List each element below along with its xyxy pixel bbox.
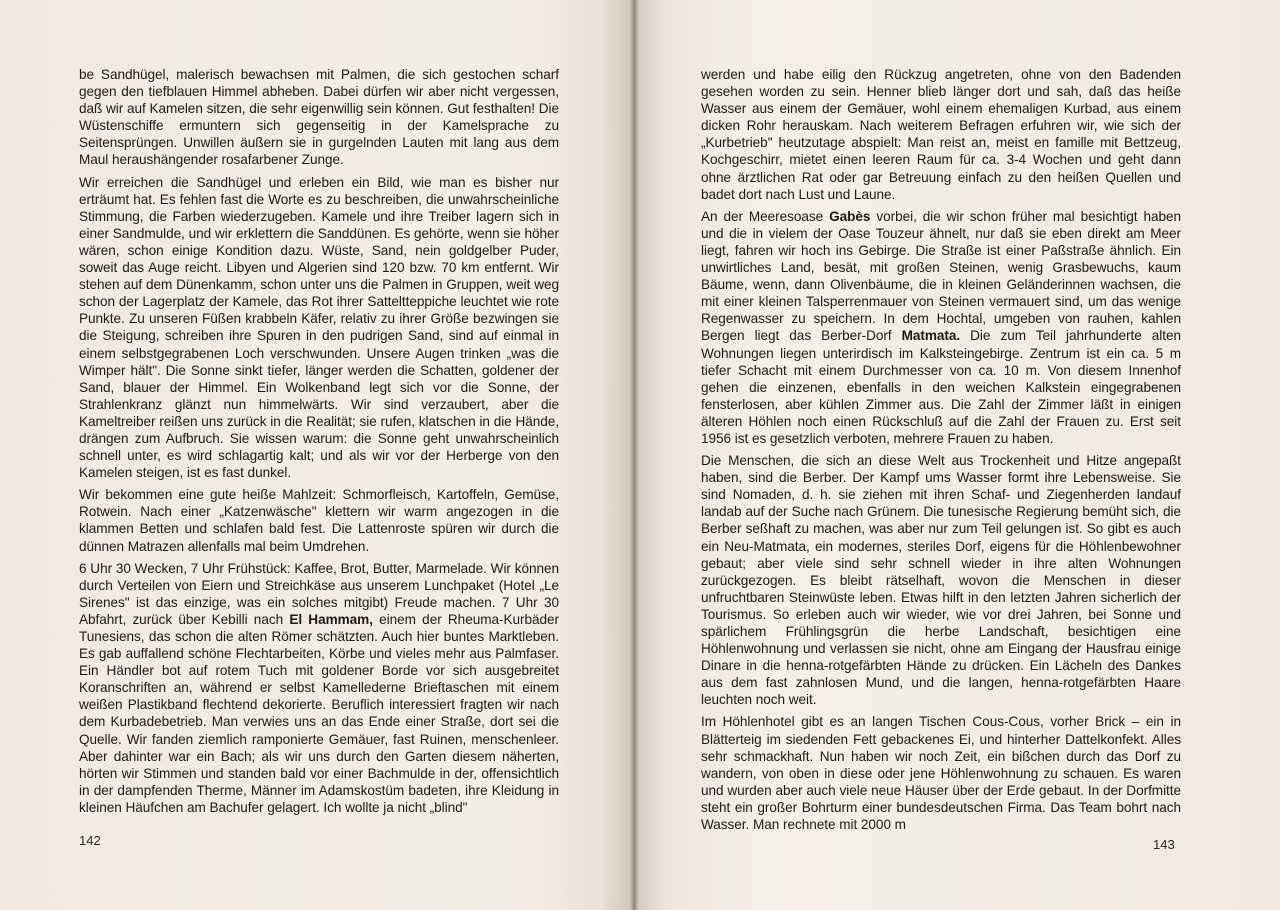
page-number: 143: [1153, 837, 1175, 852]
page-number: 142: [79, 833, 101, 848]
right-page: [640, 0, 1280, 910]
paragraph: werden und habe eilig den Rückzug angetreten, ohne von den Badenden gesehen worden zu sein. Henner blieb länger dort und sah, daß das heiße Wasser aus einem der Gemäuer, wohl einem ehemaligen Kurbad, aus einem dicken Rohr herauskam. Nach weiterem Befragen erfuhren wir, wie sich der „Kurbetrieb" heutzutage abspielt: Man reist an, meist en famille mit Bettzeug, Kochgeschirr, mietet einen leeren Raum für ca. 3-4 Wochen und geht dann ohne ärztlichen Rat oder gar Betreuung einfach zu den heißen Quellen und badet dort nach Lust und Laune.: [701, 67, 1181, 202]
paragraph: Wir bekommen eine gute heiße Mahlzeit: Schmorfleisch, Kartoffeln, Gemüse, Rotwein. Nach einer „Katzenwäsche" klettern wir warm angezogen in die klammen Betten und schlafen bald fest. Die Lattenroste spüren wir durch die dünnen Matrazen allenfalls mal beim Umdrehen.: [79, 487, 559, 554]
paragraph: An der Meeresoase Gabès vorbei, die wir schon früher mal besichtigt haben und die in vielem der Oase Touzeur ähnelt, nur daß sie eben direkt am Meer liegt, fahren wir hoch ins Gebirge. Die Straße ist einer Paßstraße ähnlich. Ein unwirtliches Land, besät, mit großen Steinen, wenig Grasbewuchs, kaum Bäume, wenn, dann Olivenbäume, die in kleinen Geländerinnen wachsen, die mit einer kleinen Talsperrenmauer von Steinen vermauert sind, um das wenige Regenwasser zu speichern. In dem Hochtal, umgeben von rauhen, kahlen Bergen liegt das Berber-Dorf Matmata. Die zum Teil jahrhunderte alten Wohnungen liegen unterirdisch im Kalksteingebirge. Zentrum ist ein ca. 5 m tiefer Schacht mit einem Durchmesser von ca. 10 m. Von diesem Innenhof gehen die einzenen, ebenfalls in den weichen Kalkstein eingegrabenen fensterlosen, aber kühlen Zimmer aus. Die Zahl der Zimmer läßt in einigen älteren Höhlen noch einen Rückschluß auf die Zahl der Frauen zu. Erst seit 1956 ist es gesetzlich verboten, mehrere Frauen zu haben.: [701, 208, 1181, 446]
left-page-text: [79, 66, 559, 821]
paragraph: be Sandhügel, malerisch bewachsen mit Palmen, die sich gestochen scharf gegen den tiefblauen Himmel abheben. Dabei dürfen wir aber nicht vergessen, daß wir auf Kamelen sitzen, die sehr eigenwillig sein können. Gut festhalten! Die Wüstenschiffe ermuntern sich gegenseitig in der Kamelsprache zu Seitensprüngen. Unwillen äußern sie in gurgelnden Lauten mit lang aus dem Maul heraushängender rosafarbener Zunge.: [79, 67, 559, 168]
paragraph: Im Höhlenhotel gibt es an langen Tischen Cous-Cous, vorher Brick – ein in Blätterteig im siedenden Fett gebackenes Ei, und hinterher Dattelkonfekt. Alles sehr schmackhaft. Nun haben wir noch Zeit, ein bißchen durch das Dorf zu wandern, von oben in diese oder jene Höhlenwohnung zu schauen. Es waren und wurden aber auch viele neue Häuser über der Erde gebaut. In der Dorfmitte steht ein großer Bohrturm einer bundesdeutschen Firma. Das Team bohrt nach Wasser. Man rechnete mit 2000 m: [701, 714, 1181, 833]
paragraph: Wir erreichen die Sandhügel und erleben ein Bild, wie man es bisher nur erträumt hat. Es fehlen fast die Worte es zu beschreiben, die unwahrscheinliche Stimmung, die Farben wiederzugeben. Kamele und ihre Treiber lagern sich in einer Sandmulde, und wir erklettern die Sanddünen. Es gehörte, wenn sie höher wären, schon einige Kondition dazu. Wüste, Sand, nein goldgelber Puder, soweit das Auge reicht. Libyen und Algerien sind 120 bzw. 70 km entfernt. Wir stehen auf dem Dünenkamm, schon unter uns die Palmen in Gruppen, weit weg schon der Lagerplatz der Kamele, das Rot ihrer Satteltteppiche leuchtet wie rote Punkte. Zu unseren Füßen krabbeln Käfer, relativ zu ihrer Größe bezwingen sie die Steigung, schreiben ihre Spuren in den pudrigen Sand, sind auf einmal in einem selbstgegrabenen Loch verschwunden. Unsere Augen trinken „was die Wimper hält". Die Sonne sinkt tiefer, länger werden die Schatten, goldener der Sand, blauer der Himmel. Ein Wolkenband legt sich vor die Sonne, der Strahlenkranz glänzt nun himmelwärts. Wir sind verzaubert, aber die Kameltreiber reißen uns zurück in die Realität; sie rufen, klatschen in die Hände, drängen zum Aufbruch. Sie wissen warum: die Sonne geht unwahrscheinlich schnell unter, es wird schlagartig kalt; und als wir vor der Herberge von den Kamelen steigen, ist es fast dunkel.: [79, 174, 559, 481]
paragraph: Die Menschen, die sich an diese Welt aus Trockenheit und Hitze angepaßt haben, sind die Berber. Der Kampf ums Wasser formt ihre Lebensweise. Sie sind Nomaden, d. h. sie ziehen mit ihren Schaf- und Ziegenherden landauf landab auf der Suche nach Grünem. Die tunesische Regierung bemüht sich, die Berber seßhaft zu machen, was aber nur zum Teil gelungen ist. So gibt es auch ein Neu-Matmata, ein modernes, steriles Dorf, eigens für die Höhlenbewohner gebaut; aber viele sind sehr schnell wieder in ihre alten Wohnungen zurückgezogen. Es bleibt rätselhaft, wovon die Menschen in dieser unfruchtbaren Steinwüste leben. Etwas hilft in den letzten Jahren sicherlich der Tourismus. So erleben auch wir wieder, wie vor drei Jahren, bei Sonne und spärlichem Frühlingsgrün die herbe Landschaft, besichtigen eine Höhlenwohnung und verlassen sie nicht, ohne am Eingang der Hausfrau einige Dinare in die henna-rotgefärbten Hände zu drücken. Ein Lächeln des Dankes aus dem fast zahnlosen Mund, und die langen, henna-rotgefärbten Haare leuchten noch weit.: [701, 453, 1181, 708]
right-page-text: [701, 66, 1181, 838]
paragraph: 6 Uhr 30 Wecken, 7 Uhr Frühstück: Kaffee, Brot, Butter, Marmelade. Wir können durch Verteilen von Eiern und Streichkäse aus unserem Lunchpaket (Hotel „Le Sirenes" ist das einzige, was ein solches mitgibt) Freude machen. 7 Uhr 30 Abfahrt, zurück über Kebilli nach El Hammam, einem der Rheuma-Kurbäder Tunesiens, das schon die alten Römer schätzten. Auch hier buntes Marktleben. Es gab auffallend schöne Flechtarbeiten, Körbe und vieles mehr aus Palmfaser. Ein Händler bot auf rotem Tuch mit goldener Borde vor sich ausgebreitet Koranschriften an, während er selbst Kamellederne Brieftaschen mit einem weißen Plastikband flechtend dekorierte. Beruflich interessiert fragten wir nach dem Kurbadebetrieb. Man verwies uns an das Ende einer Straße, dort sei die Quelle. Wir fanden ziemlich ramponierte Gemäuer, fast Ruinen, menschenleer. Aber dahinter war ein Bach; als wir uns durch den Garten diesem näherten, hörten wir Stimmen und standen bald vor einer Bachmulde in der, offensichtlich in der dampfenden Therme, Männer im Adamskostüm badeten, ihre Kleidung in kleinen Häufchen am Bachufer gelagert. Ich wollte ja nicht „blind": [79, 560, 559, 815]
